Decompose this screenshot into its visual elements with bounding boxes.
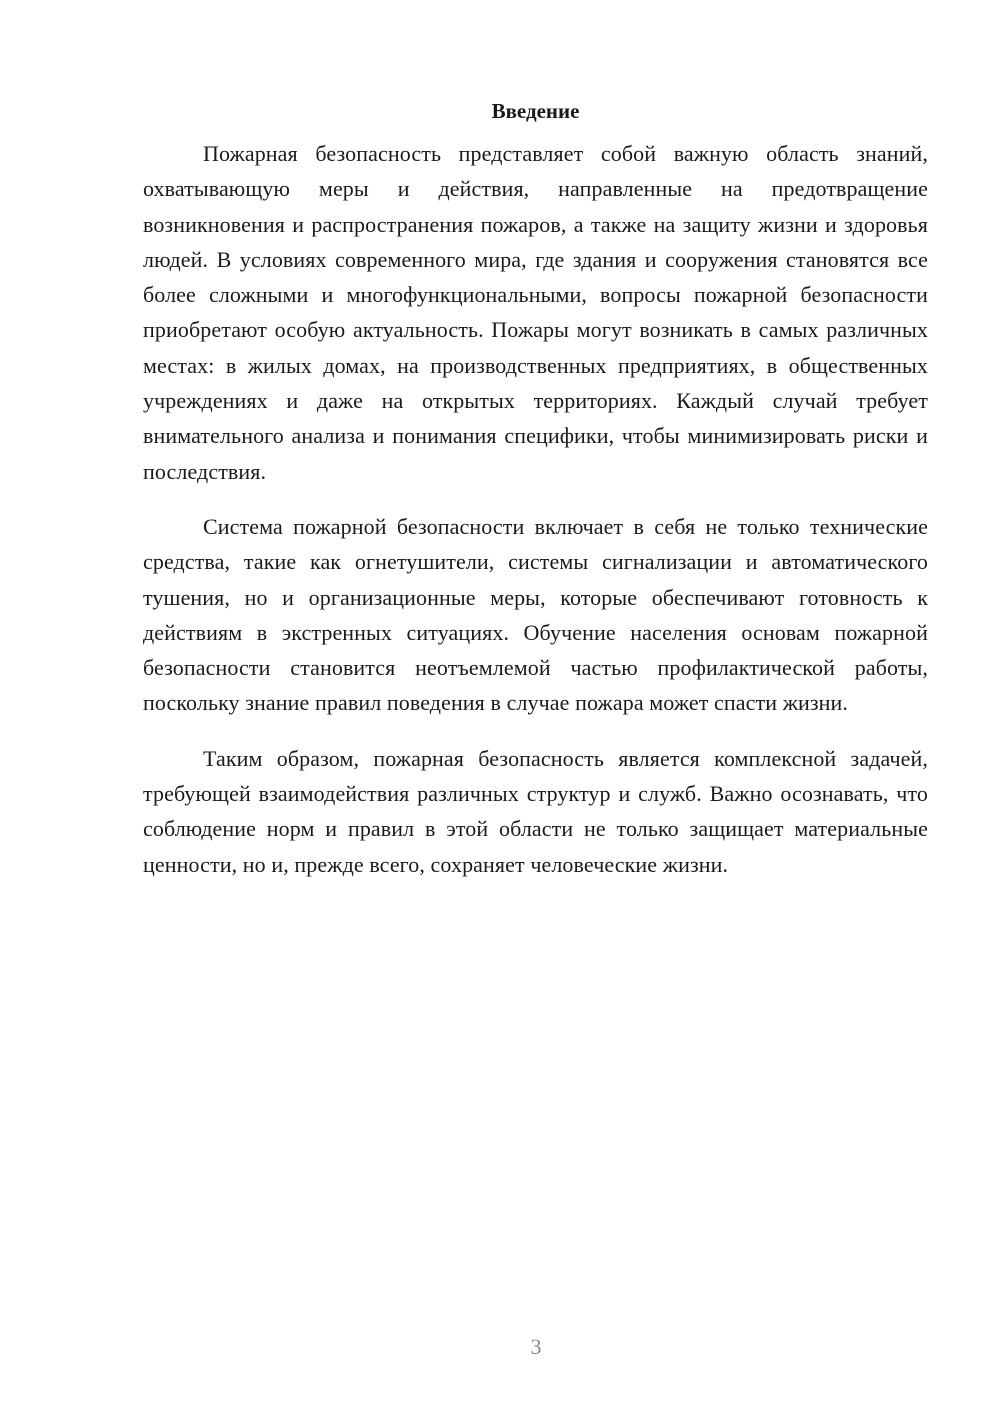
page-number: 3	[530, 1334, 542, 1359]
section-title: Введение	[491, 99, 580, 123]
paragraph-1: Пожарная безопасность представляет собой важную область знаний, охватывающую меры и действия, направленные на предотвращение возникновения и распространения пожаров, а также на защиту жизни и здоровья людей. В условиях современного мира, где здания и сооружения становятся все более сложными и многофункциональными, вопросы пожарной безопасности приобретают особую актуальность. Пожары могут возникать в самых различных местах: в жилых домах, на производственных предприятиях, в общественных учреждениях и даже на открытых территориях. Каждый случай требует внимательного анализа и понимания специфики, чтобы минимизировать риски и последствия.	[143, 141, 928, 484]
paragraph-3: Таким образом, пожарная безопасность является комплексной задачей, требующей взаимодействия различных структур и служб. Важно осознавать, что соблюдение норм и правил в этой области не только защищает материальные ценности, но и, прежде всего, сохраняет человеческие жизни.	[143, 745, 928, 877]
page-content	[143, 96, 928, 902]
paragraph-2: Система пожарной безопасности включает в себя не только технические средства, такие как огнетушители, системы сигнализации и автоматического тушения, но и организационные меры, которые обеспечивают готовность к действиям в экстренных ситуациях. Обучение населения основам пожарной безопасности становится неотъемлемой частью профилактической работы, поскольку знание правил поведения в случае пожара может спасти жизни.	[143, 513, 928, 716]
